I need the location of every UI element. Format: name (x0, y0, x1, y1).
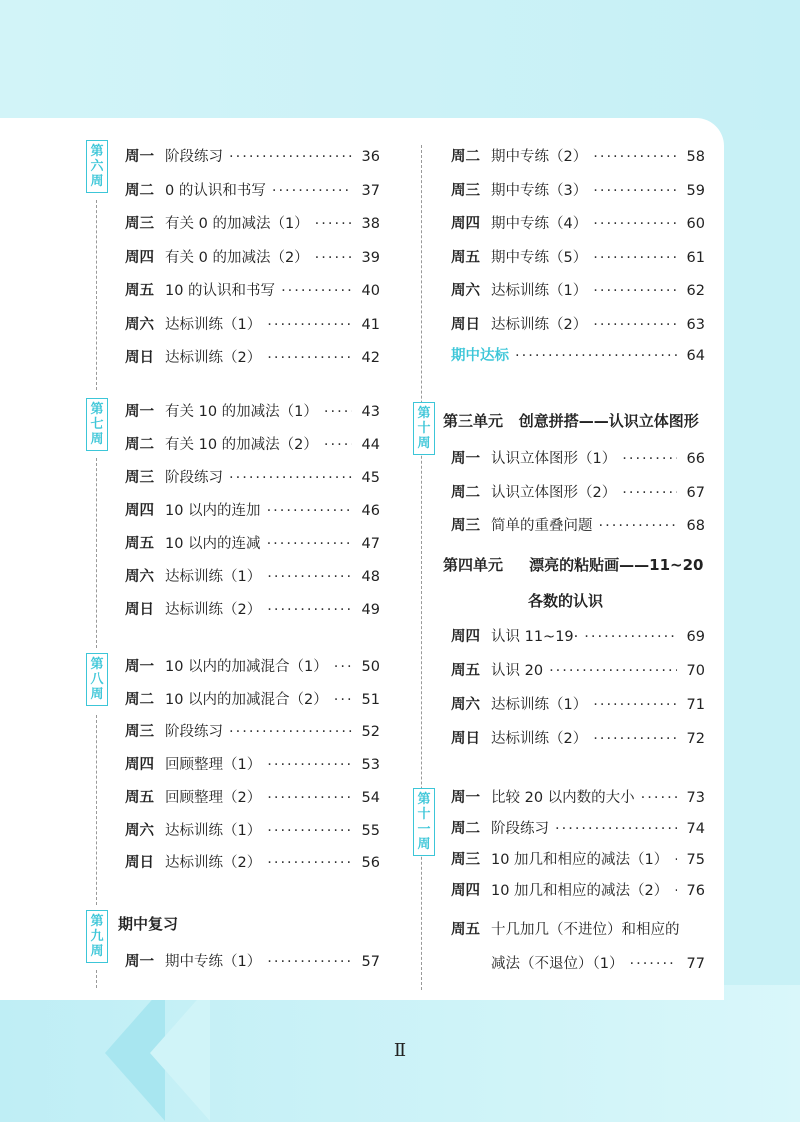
toc-entry[interactable]: 周四 回顾整理（1） ····· 53 (125, 753, 380, 774)
unit-4-heading: 第四单元 漂亮的粘贴画——11~20 (443, 556, 704, 574)
toc-entry[interactable]: 周三 有关 0 的加减法（1） ····· 38 (125, 212, 380, 233)
toc-entry[interactable]: 周日 达标训练（2） ····· 63 (451, 313, 705, 334)
toc-entry[interactable]: 周五 10 的认识和书写 ····· 40 (125, 279, 380, 300)
toc-entry-continued[interactable]: 减法（不退位）（1） ····· 77 (491, 952, 705, 973)
toc-entry[interactable]: 周日 达标训练（2） ····· 72 (451, 727, 705, 748)
toc-entry-midterm[interactable]: 期中达标 ····· 64 (451, 344, 705, 365)
toc-entry[interactable]: 周日 达标训练（2） ····· 42 (125, 346, 380, 367)
toc-entry[interactable]: 周一 阶段练习 ····· 36 (125, 145, 380, 166)
midterm-review-heading: 期中复习 (118, 915, 179, 933)
toc-entry[interactable]: 周一 比较 20 以内数的大小 ····· 73 (451, 786, 705, 807)
toc-entry[interactable]: 周六 达标训练（1） ····· 62 (451, 279, 705, 300)
toc-entry[interactable]: 周六 达标训练（1） ····· 71 (451, 693, 705, 714)
toc-entry[interactable]: 周二 10 以内的加减混合（2） ····· 51 (125, 688, 380, 709)
toc-entry[interactable]: 周日 达标训练（2） ····· 49 (125, 598, 380, 619)
toc-entry[interactable]: 周六 达标训练（1） ····· 41 (125, 313, 380, 334)
week-guide-line (96, 715, 97, 905)
toc-entry[interactable]: 周三 阶段练习 ····· 45 (125, 466, 380, 487)
toc-entry[interactable]: 周五 认识 20 ····· 70 (451, 659, 705, 680)
toc-entry[interactable]: 周四 10 以内的连加 ····· 46 (125, 499, 380, 520)
toc-entry[interactable]: 周四 有关 0 的加减法（2） ····· 39 (125, 246, 380, 267)
toc-entry[interactable]: 周二 有关 10 的加减法（2） ····· 44 (125, 433, 380, 454)
week-label-10: 第 十 周 (413, 402, 435, 455)
toc-entry[interactable]: 周二 认识立体图形（2） ····· 67 (451, 481, 705, 502)
toc-entry[interactable]: 周日 达标训练（2） ····· 56 (125, 851, 380, 872)
week-label-7: 第 七 周 (86, 398, 108, 451)
week-label-9: 第 九 周 (86, 910, 108, 963)
toc-entry[interactable]: 周五 期中专练（5） ····· 61 (451, 246, 705, 267)
toc-entry[interactable]: 周三 简单的重叠问题 ····· 68 (451, 514, 705, 535)
top-decoration (0, 0, 800, 130)
toc-entry[interactable]: 周一 认识立体图形（1） ····· 66 (451, 447, 705, 468)
week-label-6: 第 六 周 (86, 140, 108, 193)
toc-entry[interactable]: 周六 达标训练（1） ····· 48 (125, 565, 380, 586)
toc-entry[interactable]: 周一 期中专练（1） ····· 57 (125, 950, 380, 971)
week-guide-line (96, 458, 97, 648)
toc-entry[interactable]: 周三 期中专练（3） ····· 59 (451, 179, 705, 200)
toc-entry[interactable]: 周三 阶段练习 ····· 52 (125, 720, 380, 741)
toc-entry[interactable]: 周二 阶段练习 ····· 74 (451, 817, 705, 838)
toc-entry[interactable]: 周四 期中专练（4） ····· 60 (451, 212, 705, 233)
page-number: Ⅱ (393, 1040, 407, 1061)
week-label-11: 第 十 一 周 (413, 788, 435, 856)
toc-entry[interactable]: 周五 回顾整理（2） ····· 54 (125, 786, 380, 807)
toc-entry[interactable]: 周五 10 以内的连减 ····· 47 (125, 532, 380, 553)
week-guide-line (96, 970, 97, 988)
column-divider (421, 145, 422, 990)
toc-entry[interactable]: 周四 10 加几和相应的减法（2） ····· 76 (451, 879, 705, 900)
toc-entry[interactable]: 周一 10 以内的加减混合（1） ····· 50 (125, 655, 380, 676)
unit-3-heading: 第三单元 创意拼搭——认识立体图形 (443, 412, 699, 430)
toc-entry[interactable]: 周六 达标训练（1） ····· 55 (125, 819, 380, 840)
toc-entry[interactable]: 周二 0 的认识和书写 ····· 37 (125, 179, 380, 200)
toc-entry[interactable]: 周四 认识 11~19· ····· 69 (451, 625, 705, 646)
unit-4-heading-line2: 各数的认识 (528, 592, 604, 610)
toc-entry[interactable]: 周五 十几加几（不进位）和相应的 (451, 922, 680, 938)
week-label-8: 第 八 周 (86, 653, 108, 706)
week-guide-line (96, 200, 97, 390)
toc-entry[interactable]: 周一 有关 10 的加减法（1） ····· 43 (125, 400, 380, 421)
toc-entry[interactable]: 周二 期中专练（2） ····· 58 (451, 145, 705, 166)
toc-entry[interactable]: 周三 10 加几和相应的减法（1） ····· 75 (451, 848, 705, 869)
